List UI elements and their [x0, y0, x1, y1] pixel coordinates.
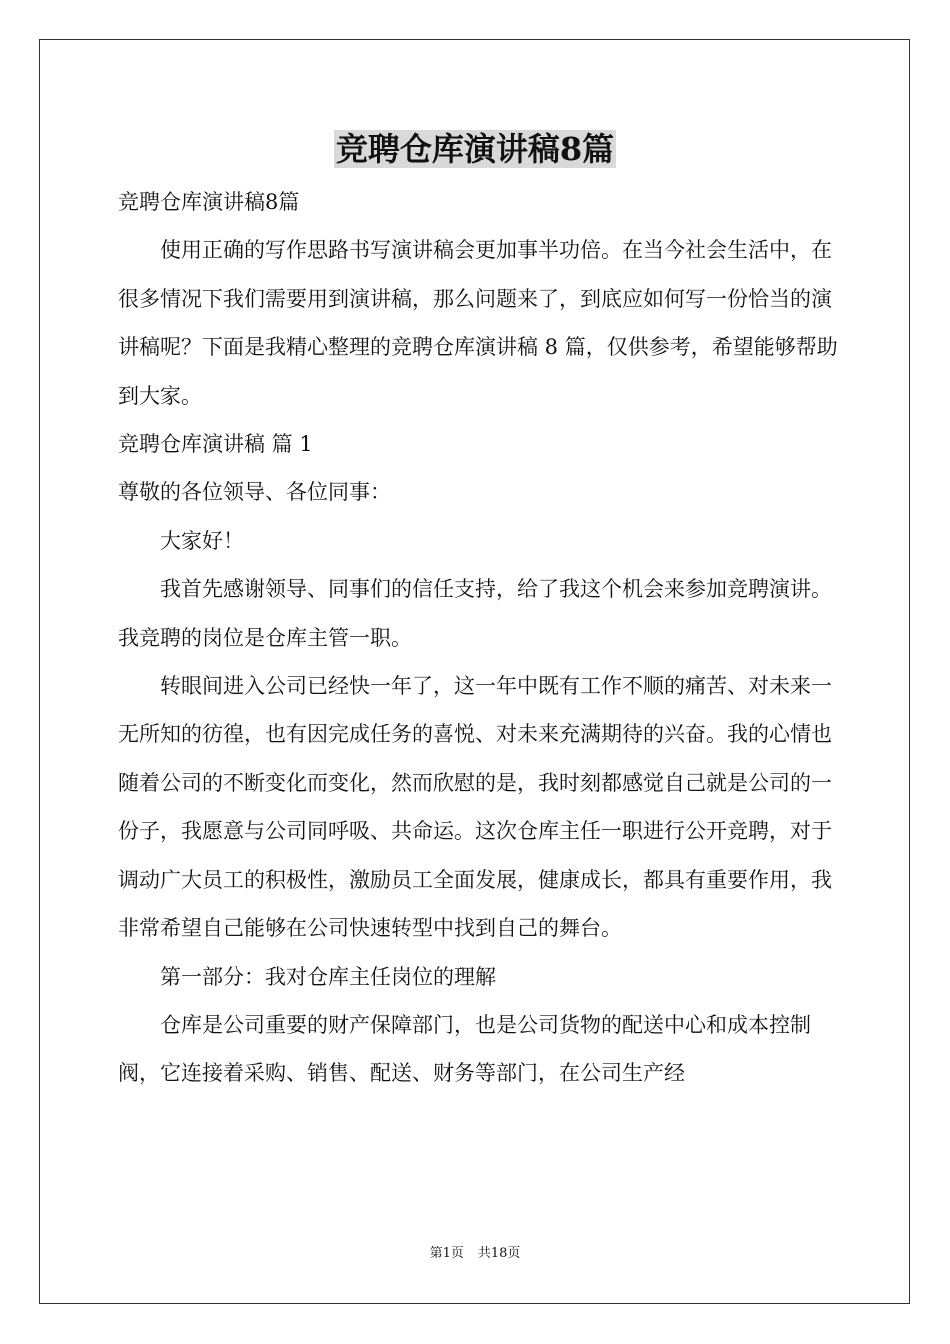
paragraph-thanks: 我首先感谢领导、同事们的信任支持，给了我这个机会来参加竞聘演讲。我竞聘的岗位是仓库主管一职。 [118, 577, 832, 650]
paragraph-part-heading: 第一部分：我对仓库主任岗位的理解 [160, 964, 496, 989]
paragraph-intro: 使用正确的写作思路书写演讲稿会更加事半功倍。在当今社会生活中，在很多情况下我们需要用到演讲稿，那么问题来了，到底应如何写一份恰当的演讲稿呢？下面是我精心整理的竞聘仓库演讲稿 8 篇，仅供参考，希望能够帮助到大家。 [118, 238, 838, 408]
page-number-total: 共18页 [477, 1246, 521, 1261]
paragraph-greeting: 大家好！ [160, 528, 244, 553]
page-footer [0, 1245, 950, 1263]
document-title-text: 竞聘仓库演讲稿8篇 [335, 130, 615, 168]
document-body [118, 178, 838, 1098]
paragraph-salutation: 尊敬的各位领导、各位同事： [118, 480, 391, 505]
paragraph-subtitle: 竞聘仓库演讲稿8篇 [118, 190, 300, 214]
section-heading: 竞聘仓库演讲稿 篇 1 [118, 432, 313, 457]
document-title [0, 126, 950, 172]
paragraph-warehouse-role: 仓库是公司重要的财产保障部门，也是公司货物的配送中心和成本控制阀，它连接着采购、销售、配送、财务等部门，在公司生产经 [118, 1012, 811, 1086]
page-number-current: 第1页 [429, 1246, 464, 1261]
paragraph-experience: 转眼间进入公司已经快一年了，这一年中既有工作不顺的痛苦、对未来一无所知的彷徨，也有因完成任务的喜悦、对未来充满期待的兴奋。我的心情也随着公司的不断变化而变化，然而欣慰的是，我时刻都感觉自己就是公司的一份子，我愿意与公司同呼吸、共命运。这次仓库主任一职进行公开竞聘，对于调动广大员工的积极性，激励员工全面发展，健康成长，都具有重要作用，我非常希望自己能够在公司快速转型中找到自己的舞台。 [118, 674, 832, 941]
